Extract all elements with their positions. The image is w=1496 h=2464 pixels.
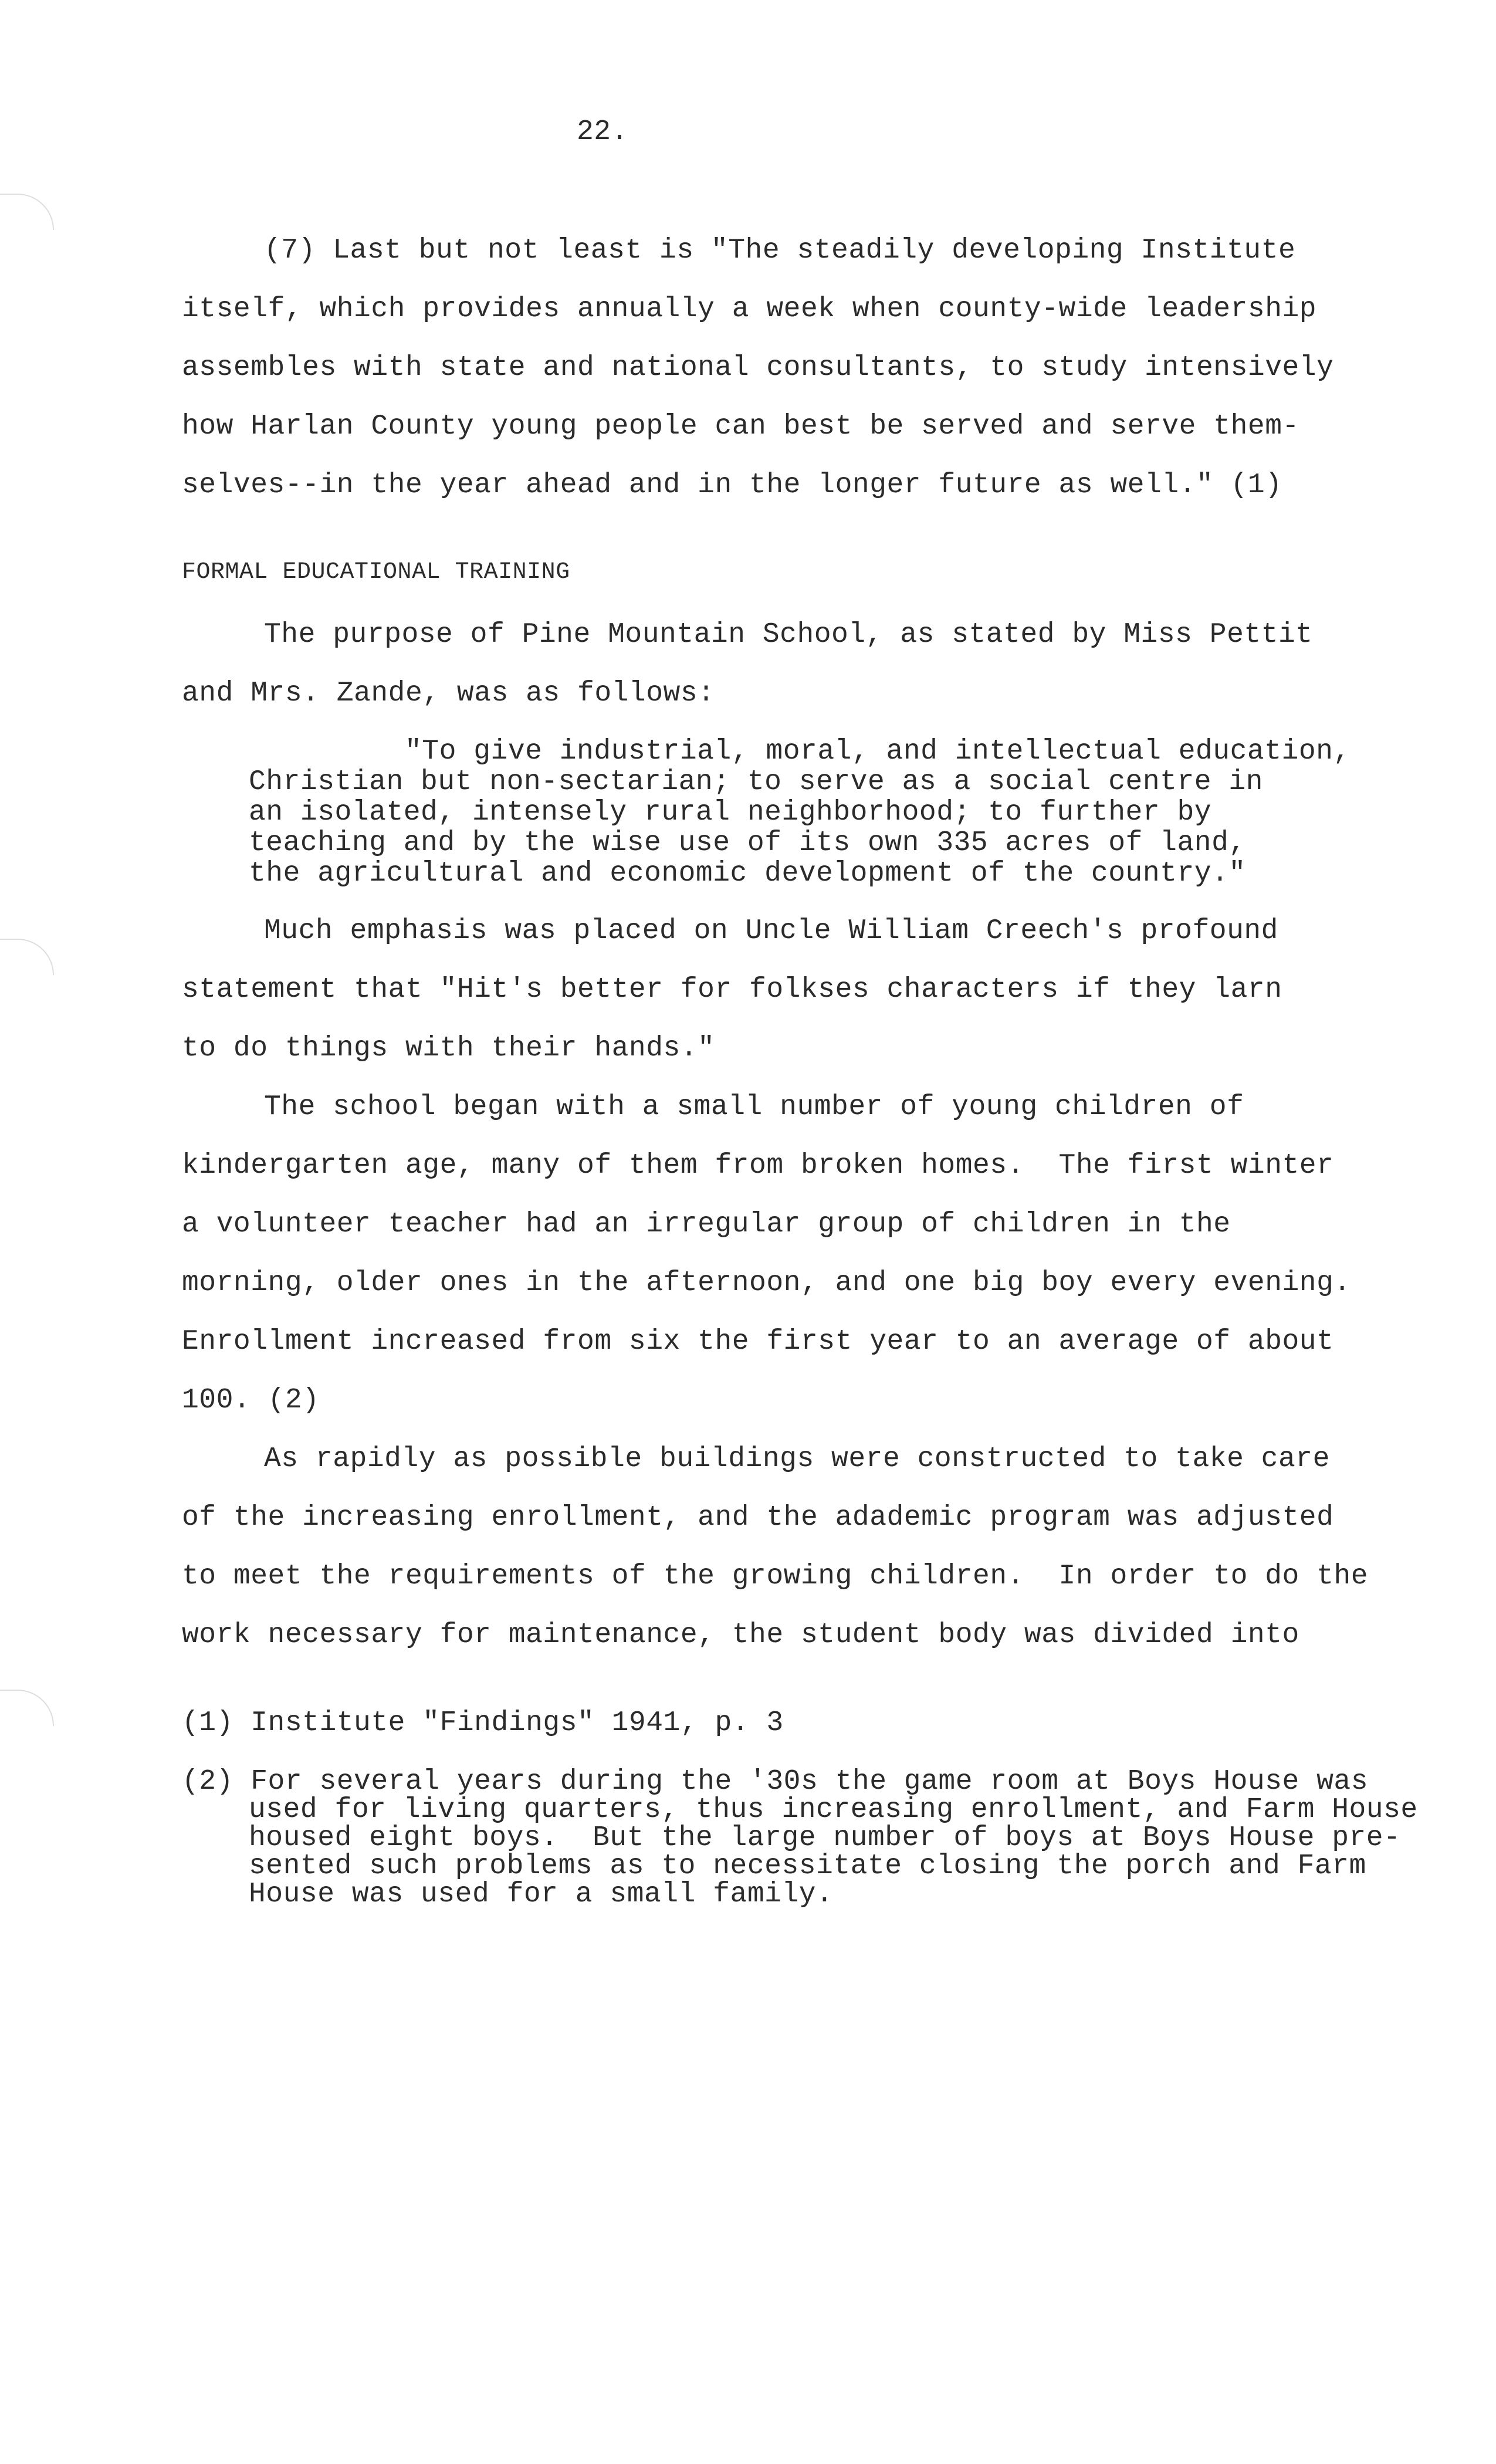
body-line: statement that "Hit's better for folkses characters if they larn bbox=[182, 974, 1282, 1006]
quote-line: Christian but non-sectarian; to serve as a social centre in bbox=[249, 766, 1263, 798]
body-line: assembles with state and national consultants, to study intensively bbox=[182, 352, 1334, 384]
body-line: itself, which provides annually a week when county-wide leadership bbox=[182, 293, 1317, 325]
section-heading: FORMAL EDUCATIONAL TRAINING bbox=[182, 559, 570, 585]
footnote-2-line: housed eight boys. But the large number of boys at Boys House pre- bbox=[249, 1822, 1401, 1854]
body-line: The school began with a small number of young children of bbox=[264, 1091, 1244, 1123]
footnote-1: (1) Institute "Findings" 1941, p. 3 bbox=[182, 1707, 784, 1739]
body-line: As rapidly as possible buildings were constructed to take care bbox=[264, 1443, 1330, 1475]
footnote-2-line: sented such problems as to necessitate closing the porch and Farm bbox=[249, 1850, 1366, 1882]
footnote-2-line: used for living quarters, thus increasing enrollment, and Farm House bbox=[249, 1794, 1418, 1826]
punch-hole-mark bbox=[0, 939, 54, 975]
punch-hole-mark bbox=[0, 194, 54, 230]
quote-line: an isolated, intensely rural neighborhood; to further by bbox=[249, 797, 1212, 828]
quote-line: "To give industrial, moral, and intellectual education, bbox=[405, 736, 1351, 767]
body-line: Enrollment increased from six the first year to an average of about bbox=[182, 1326, 1334, 1358]
body-line: how Harlan County young people can best be served and serve them- bbox=[182, 411, 1299, 442]
body-line: 100. (2) bbox=[182, 1385, 320, 1416]
body-line: selves--in the year ahead and in the longer future as well." (1) bbox=[182, 469, 1282, 501]
body-line: The purpose of Pine Mountain School, as stated by Miss Pettit bbox=[264, 619, 1313, 651]
quote-line: teaching and by the wise use of its own 335 acres of land, bbox=[249, 827, 1246, 859]
footnote-2-line: (2) For several years during the '30s the game room at Boys House was bbox=[182, 1766, 1369, 1798]
punch-hole-mark bbox=[0, 1690, 54, 1726]
body-line: and Mrs. Zande, was as follows: bbox=[182, 678, 715, 709]
body-line: a volunteer teacher had an irregular group of children in the bbox=[182, 1209, 1231, 1240]
body-line: Much emphasis was placed on Uncle William Creech's profound bbox=[264, 915, 1278, 947]
body-line: work necessary for maintenance, the student body was divided into bbox=[182, 1619, 1299, 1651]
body-line: to meet the requirements of the growing children. In order to do the bbox=[182, 1561, 1369, 1592]
body-line: of the increasing enrollment, and the adademic program was adjusted bbox=[182, 1502, 1334, 1534]
page-number: 22. bbox=[577, 116, 628, 148]
footnote-2-line: House was used for a small family. bbox=[249, 1879, 834, 1910]
body-line: kindergarten age, many of them from broken homes. The first winter bbox=[182, 1150, 1334, 1182]
body-line: (7) Last but not least is "The steadily developing Institute bbox=[264, 235, 1296, 266]
quote-line: the agricultural and economic development of the country." bbox=[249, 858, 1246, 889]
body-line: morning, older ones in the afternoon, and one big boy every evening. bbox=[182, 1267, 1351, 1299]
body-line: to do things with their hands." bbox=[182, 1033, 715, 1064]
